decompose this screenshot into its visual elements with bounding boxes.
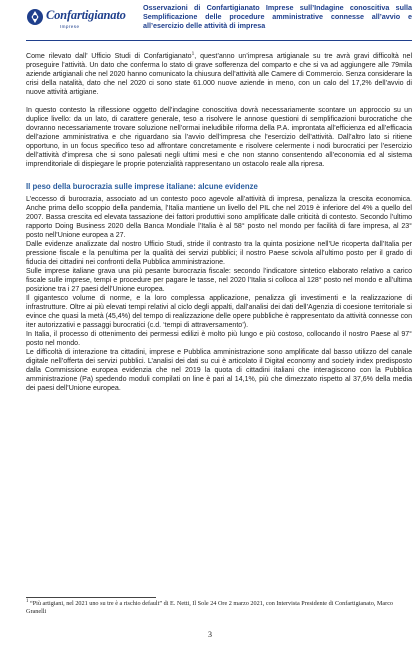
footnote-divider [26, 597, 156, 598]
brand-logo [26, 4, 138, 36]
footnote-number: 1 [26, 598, 29, 604]
section-paragraph-2: Dalle evidenze analizzate dal nostro Ufficio Studi, stride il contrasto tra la quinta posizione nell’Ue ricoperta dall’Italia per pressione fiscale e la penultima per la qualità dei servizi pubblici; il nostro Paese scivola all’ultimo posto per il grado di fiducia dei cittadini nei confronti della Pubblica amministrazione. [26, 241, 412, 266]
confartigianato-logo-mark-icon [26, 8, 44, 26]
section-paragraph-5: In Italia, il processo di ottenimento dei permessi edilizi è molto più lungo e più costoso, collocando il nostro Paese al 97° posto nel mondo. [26, 331, 412, 347]
footnote-text: “Più artigiani, nel 2021 uno su tre è a rischio default” di E. Netti, Il Sole 24 Ore 2 marzo 2021, con Intervista Presidente di Confartigianato, Marco Granelli [26, 600, 394, 615]
intro-paragraph-2: In questo contesto la riflessione oggetto dell’indagine conoscitiva dovrà necessariamente scontare un approccio su un duplice livello: da un lato, di carattere generale, teso a risolvere le annose questioni di semplificazioni burocratiche che dovranno necessariamente trovare soluzione nell’ormai ineludibile riforma della P.A. improntata all’efficienza ed all’efficacia dell’azione amministrativa e che riguardano sia l’avvio dell’impresa che l’esercizio dell’attività. Dall’altro lato si ritiene opportuno, in un focus specifico teso ad affrontare concretamente e risolvere celermente i nodi burocratici per l’esercizio dell’attività d’impresa che si sono palesati negli ultimi mesi e che non stanno consentendo all’economia ed al sistema imprenditoriale di dispiegare le proprie potenzialità rappresentano un ostacolo reale alla ripresa. [26, 107, 412, 168]
footnote [26, 600, 412, 615]
document-title: Osservazioni di Confartigianato Imprese sull’Indagine conoscitiva sulla Semplificazione delle procedure amministrative connesse all’avvio e all’esercizio delle attività di impresa [143, 3, 412, 31]
intro-paragraph-1-text-a: Come rilevato dall’ Ufficio Studi di Confartigianato [26, 53, 192, 60]
section-paragraph-3: Sulle imprese italiane grava una più pesante burocrazia fiscale: secondo l’indicatore sintetico elaborato relativo a carico fiscale sulle imprese, tempi e procedure per pagare le tasse, nel 2020 l’Italia si colloca al 128° posto nel mondo e all’ultima posizione tra i 27 paesi dell’Unione europea. [26, 268, 412, 293]
brand-name: Confartigianato [46, 8, 126, 22]
page-header [26, 3, 412, 39]
section-heading: Il peso della burocrazia sulle imprese italiane: alcune evidenze [26, 182, 258, 191]
main-content [26, 52, 412, 393]
intro-paragraph-1-text-b: , quest’anno un’impresa artigianale su tre avrà gravi difficoltà nel proseguire l’attività. Un dato che conferma lo stato di grave sofferenza del comparto e che si va ad aggiungere alle 79mila aziende artigianali che nel 2020 hanno comunicato la chiusura dell’attività alle Camere di Commercio. Senza considerare la crisi della natalità, dato che nel 2020 ci sono state 61.000 nuove aziende in meno, con un calo del 17,2% dell’avvio di nuove attività artigiane. [26, 53, 413, 96]
header-divider [26, 40, 412, 41]
brand-subtitle: Imprese [60, 24, 80, 29]
footnote-ref-marker[interactable]: 1 [191, 51, 195, 57]
intro-paragraph-1 [26, 52, 412, 97]
page-number: 3 [208, 630, 212, 639]
section-paragraph-4: Il gigantesco volume di norme, e la loro complessa applicazione, penalizza gli investimenti e la realizzazione di infrastrutture. Oltre ai più elevati tempi relativi al ciclo degli appalti, dall’analisi dei dati dell’Agenzia di coesione territoriale si evince che quasi la metà (45,4%) del tempo di realizzazione delle opere pubbliche è rappresentato da attività connesse con iter autorizzativi e passaggi burocratici (c.d. ‘tempi di attraversamento’). [26, 295, 412, 329]
section-paragraph-6: Le difficoltà di interazione tra cittadini, imprese e Pubblica amministrazione sono amplificate dal basso utilizzo del canale digitale nell’offerta dei servizi pubblici. L’analisi dei dati su cui è articolato il Digital economy and society index predisposto dalla Commissione europea evidenzia che nel 2019 la quota di cittadini italiani che interagiscono con la Pubblica amministrazione (Pa) spedendo moduli compilati on line è pari al 14,1%, più che dimezzato rispetto al 37,6% della media dei paesi dell’Unione europea. [26, 349, 412, 392]
section-paragraph-1: L’eccesso di burocrazia, associato ad un contesto poco agevole all’attività di impresa, penalizza la crescita economica. Anche prima dello scoppio della pandemia, l’Italia mantiene un livello del PIL che nel 2019 è inferiore del 4% a quello del 2007. Bassa crescita ed elevata tassazione dei fattori produttivi sono amplificate dalle criticità di contesto. Secondo l’ultimo rapporto Doing Business 2020 della Banca Mondiale l’Italia è al 58° posto nel mondo per facilità di fare impresa, al 23° posto nell’Unione europea a 27. [26, 196, 412, 239]
